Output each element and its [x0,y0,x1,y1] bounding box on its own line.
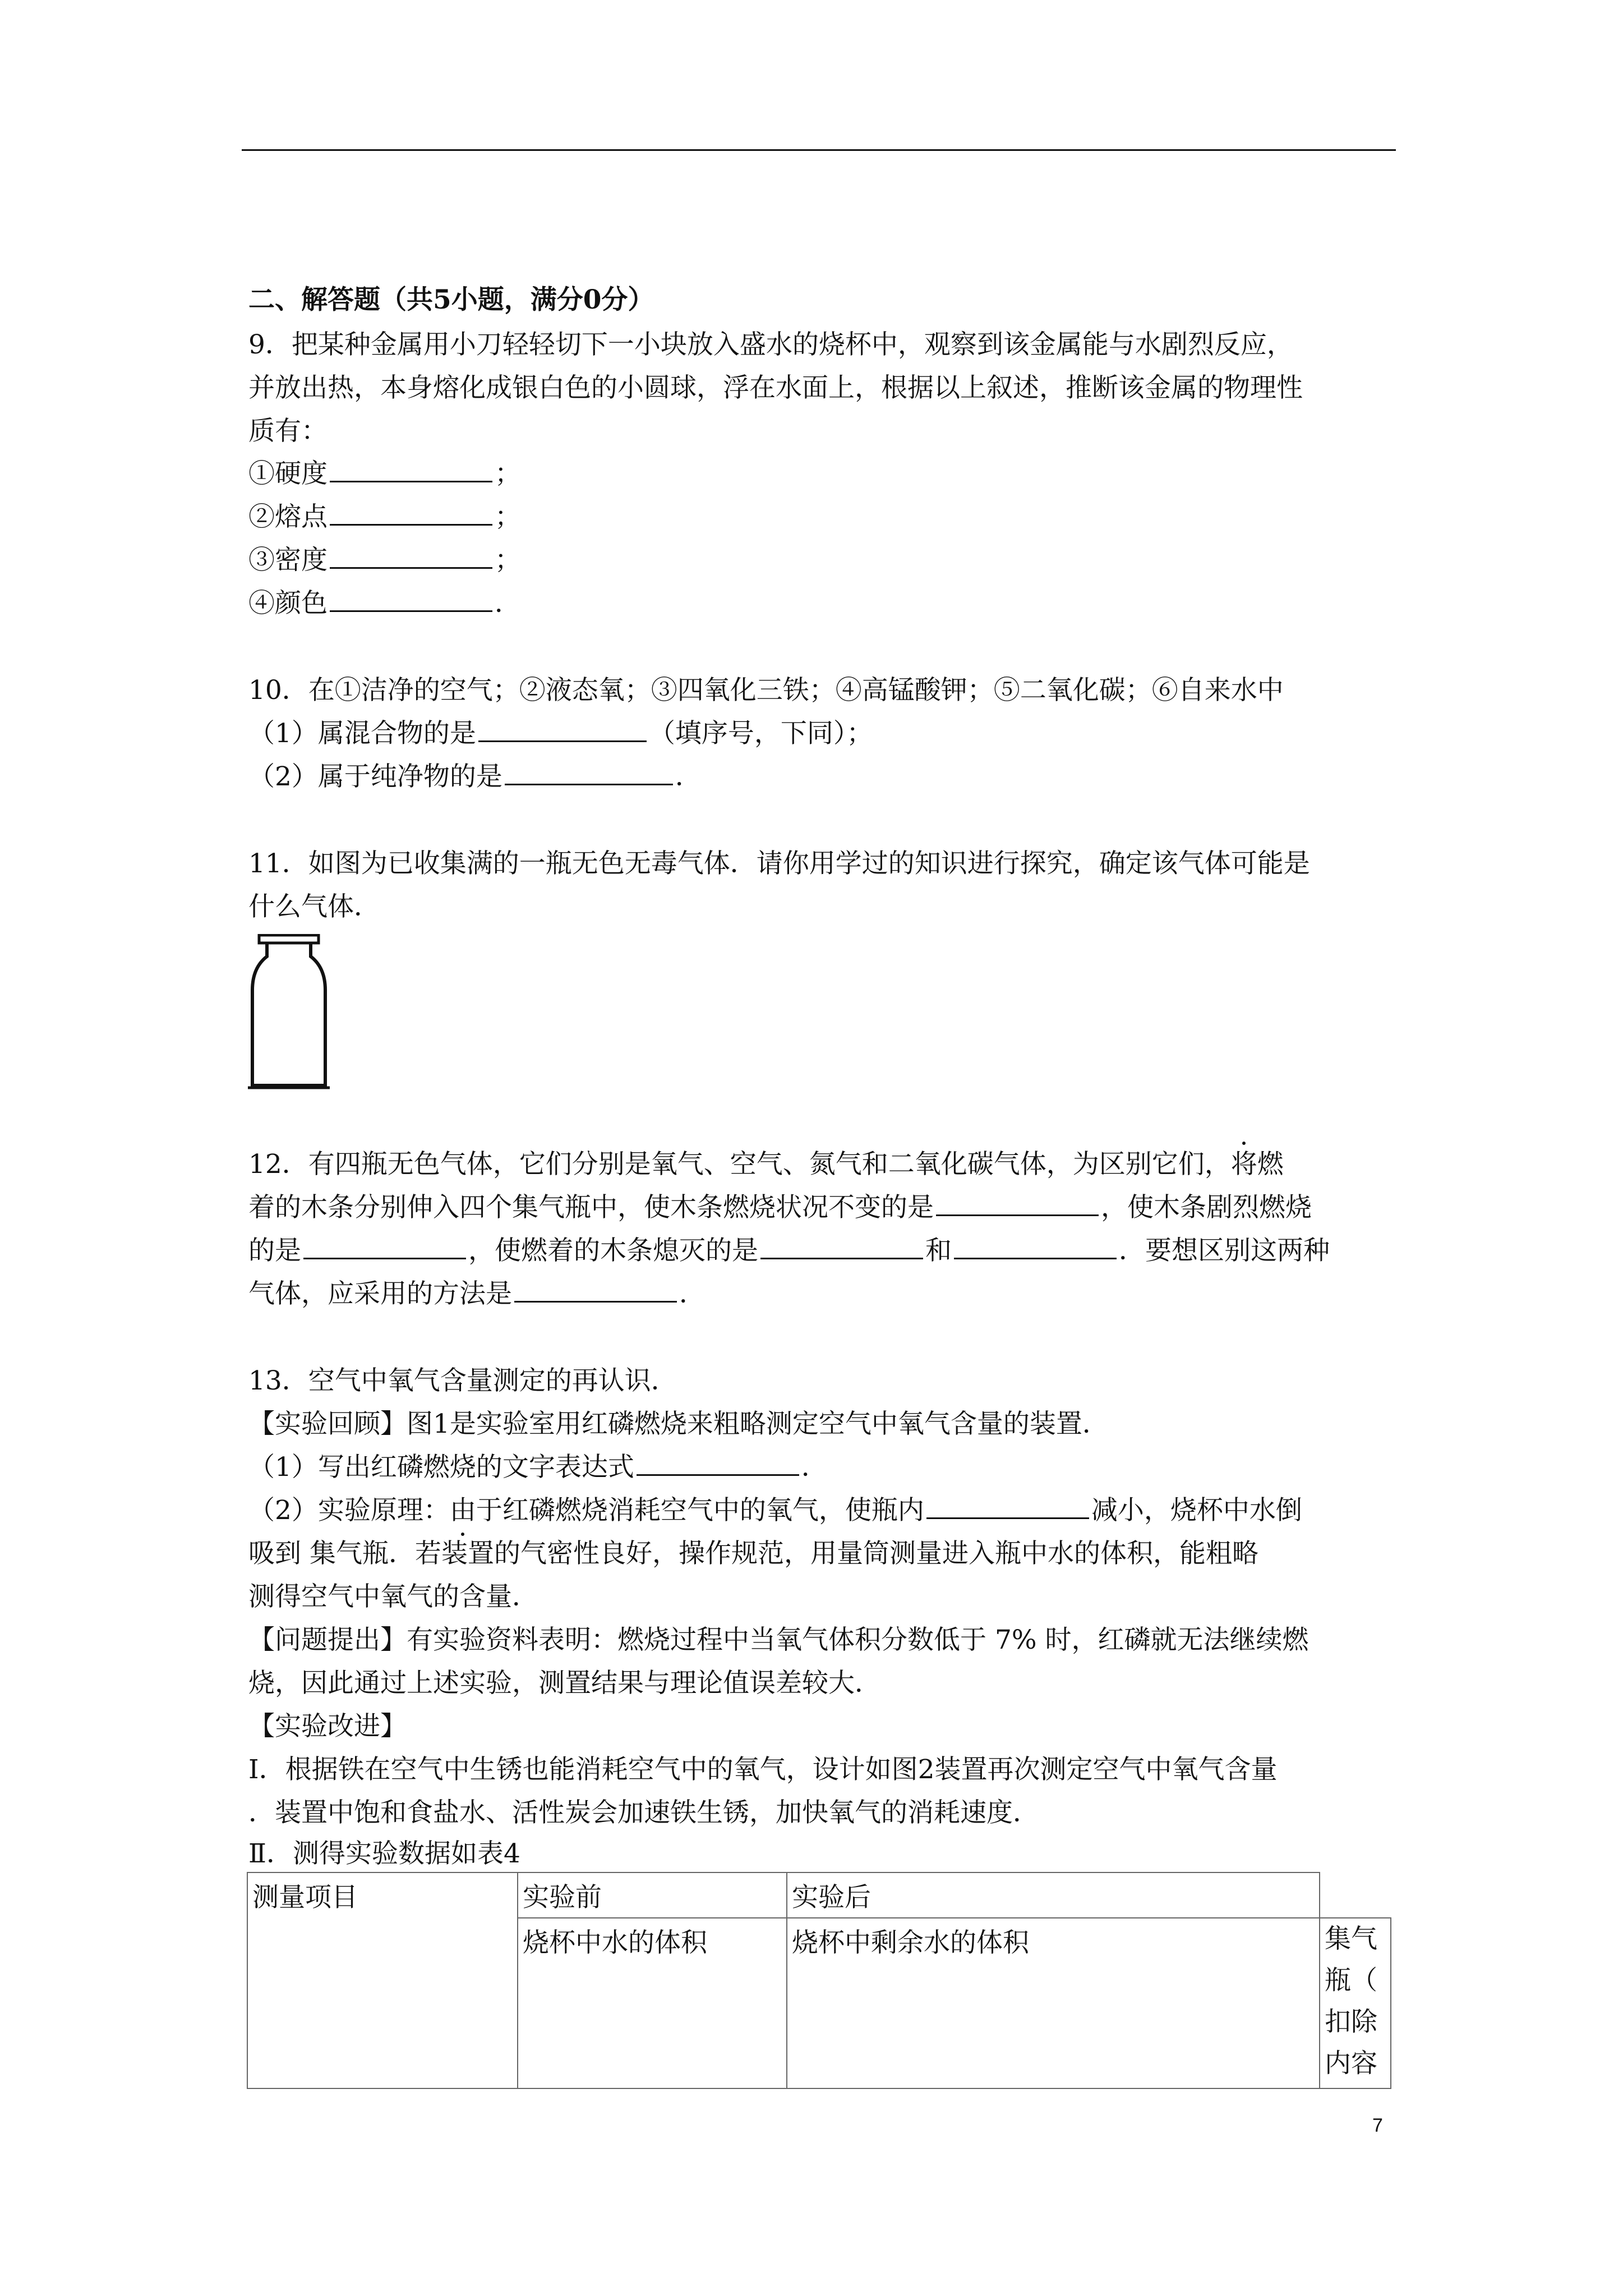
q13-line12: Ⅱ．测得实验数据如表4 [248,1838,520,1869]
q9-item-melting-point: ②熔点 ； [248,501,521,532]
answer-blank[interactable] [303,1235,466,1259]
answer-blank[interactable] [514,1278,677,1303]
answer-blank[interactable] [505,761,673,785]
q9-item-density: ③密度 ； [248,545,521,576]
answer-blank[interactable] [760,1235,923,1259]
q9-item-hardness: ①硬度 ； [248,458,521,489]
q13-line2: 【实验回顾】图1是实验室用红磷燃烧来粗略测定空气中氧气含量的装置． [248,1409,1109,1439]
answer-blank[interactable] [954,1235,1117,1259]
table-header-before: 实验前 [518,1872,787,1918]
q11-line1: 11．如图为已收集满的一瓶无色无毒气体．请你用学过的知识进行探究，确定该气体可能是 [248,848,1310,879]
answer-blank[interactable] [330,501,492,526]
answer-blank[interactable] [478,718,647,742]
q9-line2: 并放出热，本身熔化成银白色的小圆球，浮在水面上，根据以上叙述，推断该金属的物理性 [248,372,1303,403]
answer-blank[interactable] [330,458,492,482]
data-table [247,1872,1391,2089]
answer-blank[interactable] [330,588,492,612]
section-title: 二、解答题（共5小题，满分0分） [248,284,654,315]
page-number: 7 [1372,2115,1383,2136]
q12-line1: 12．有四瓶无色气体，它们分别是氧气、空气、氮气和二氧化碳气体，为区别它们，将燃 [248,1149,1284,1180]
table-header-after: 实验后 [787,1872,1320,1918]
speck [461,1533,464,1536]
q10-sub1: （1）属混合物的是 （填序号，下同）； [248,718,873,749]
answer-blank[interactable] [637,1452,799,1476]
gas-bottle-figure [247,934,331,1091]
q13-line6: 测得空气中氧气的含量． [248,1581,538,1612]
table-cell-water-volume: 烧杯中水的体积 [518,1918,787,2088]
q12-line3: 的是 ，使燃着的木条熄灭的是 和 ．要想区别这两种 [248,1235,1330,1266]
q10-sub2: （2）属于纯净物的是 ． [248,761,702,792]
table-cell-gas-bottle: 集气 瓶（ 扣除 内容 [1320,1918,1391,2088]
q13-line1: 13．空气中氧气含量测定的再认识． [248,1365,677,1396]
speck [1242,1142,1246,1145]
q12-line4: 气体，应采用的方法是 ． [248,1278,706,1309]
q10-line1: 10．在①洁净的空气；②液态氧；③四氧化三铁；④高锰酸钾；⑤二氧化碳；⑥自来水中 [248,675,1284,706]
table-empty-cell [1320,1872,1391,1918]
table-header-measure-item: 测量项目 [247,1872,518,2088]
q13-line11: ．装置中饱和食盐水、活性炭会加速铁生锈，加快氧气的消耗速度． [248,1797,1039,1828]
answer-blank[interactable] [936,1192,1099,1216]
q9-item-color: ④颜色 ． [248,588,521,619]
q13-line9: 【实验改进】 [248,1711,407,1742]
answer-blank[interactable] [926,1495,1089,1519]
q13-line8: 烧，因此通过上述实验，测置结果与理论值误差较大． [248,1668,881,1699]
answer-blank[interactable] [330,545,492,569]
q13-line7: 【问题提出】有实验资料表明：燃烧过程中当氧气体积分数低于 7% 时，红磷就无法继续燃 [248,1625,1309,1655]
q13-line5: 吸到 集气瓶．若装置的气密性良好，操作规范，用量筒测量进入瓶中水的体积，能粗略 [248,1538,1258,1569]
q13-line10: Ⅰ．根据铁在空气中生锈也能消耗空气中的氧气，设计如图2装置再次测定空气中氧气含量 [248,1754,1278,1785]
q9-line1: 9．把某种金属用小刀轻轻切下一小块放入盛水的烧杯中，观察到该金属能与水剧烈反应， [248,329,1293,360]
q11-line2: 什么气体． [248,891,380,922]
table-cell-remaining-water: 烧杯中剩余水的体积 [787,1918,1320,2088]
header-rule [242,149,1396,151]
q9-line3: 质有： [248,416,328,447]
q13-line3: （1）写出红磷燃烧的文字表达式 ． [248,1452,828,1483]
q12-line2: 着的木条分别伸入四个集气瓶中，使木条燃烧状况不变的是 ，使木条剧烈燃烧 [248,1192,1312,1223]
q13-line4: （2）实验原理：由于红磷燃烧消耗空气中的氧气，使瓶内 减小，烧杯中水倒 [248,1495,1302,1526]
